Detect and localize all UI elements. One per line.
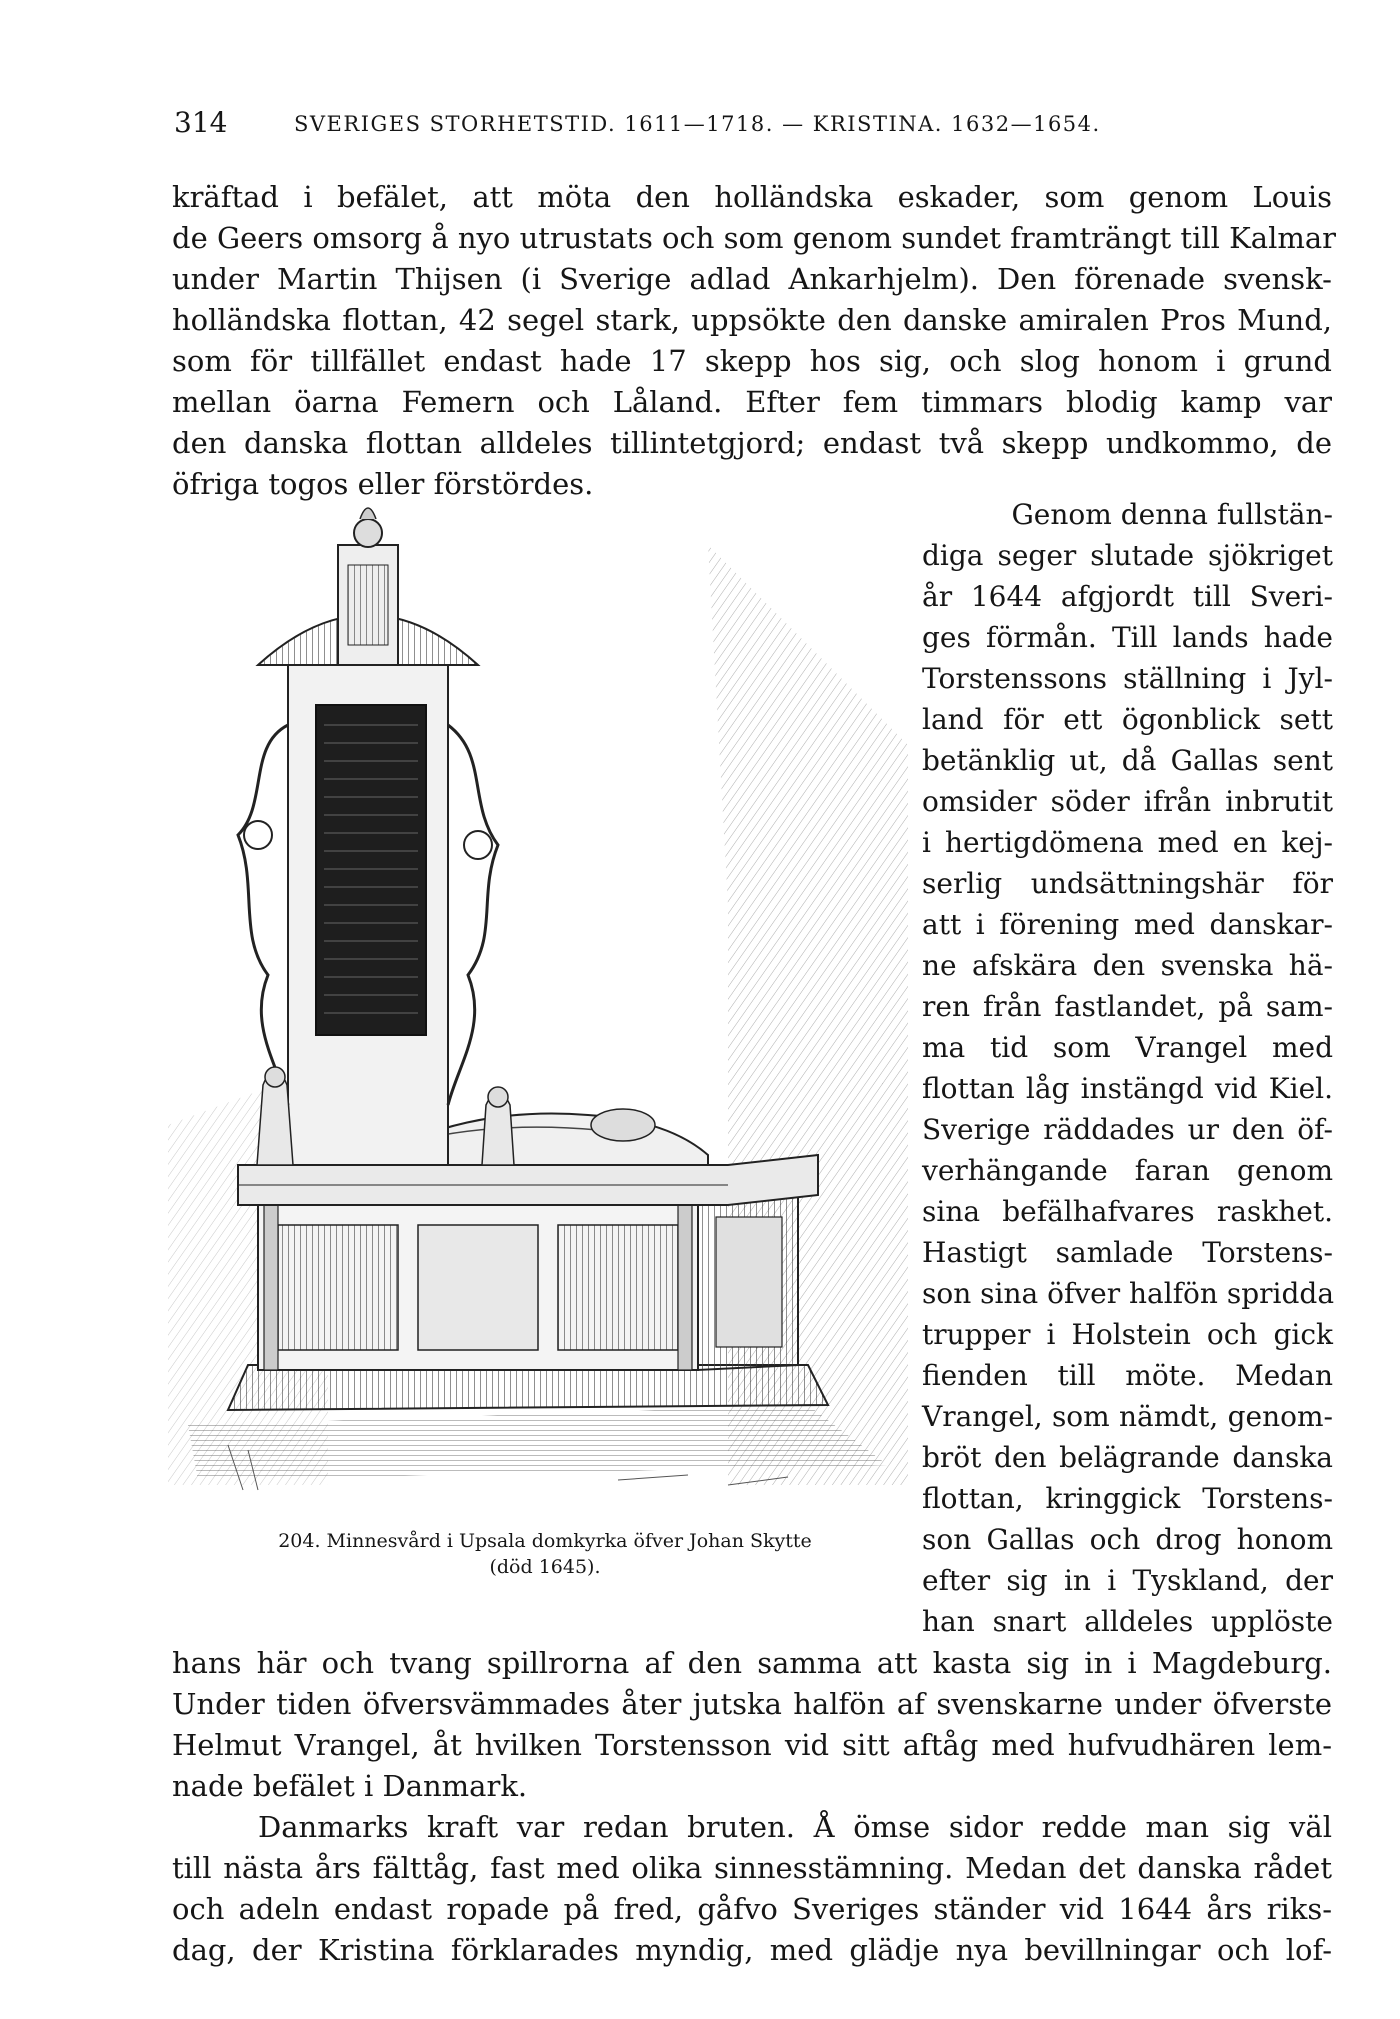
text-line: son sina öfver halfön spridda: [922, 1277, 1335, 1310]
text-line: holländska flottan, 42 segel stark, uppsökte den danske amiralen Pros Mund,: [172, 303, 1332, 337]
text-line: bröt den belägrande danska: [922, 1441, 1333, 1474]
text-line: Vrangel, som nämdt, genom-: [922, 1400, 1333, 1433]
text-line: Danmarks kraft var redan bruten. Å ömse sidor redde man sig väl: [258, 1810, 1332, 1844]
page-number: 314: [174, 106, 228, 139]
text-line: land för ett ögonblick sett: [922, 703, 1333, 736]
memorial-illustration: [168, 505, 908, 1510]
text-line: betänklig ut, då Gallas sent: [922, 744, 1333, 777]
engraving-figure: [168, 505, 908, 1510]
text-line: efter sig in i Tyskland, der: [922, 1564, 1333, 1597]
text-line: ren från fastlandet, på sam-: [922, 990, 1333, 1023]
text-line: serlig undsättningshär för: [922, 867, 1333, 900]
text-line: omsider söder ifrån inbrutit: [922, 785, 1333, 818]
text-line: son Gallas och drog honom: [922, 1523, 1333, 1556]
text-line: diga seger slutade sjökriget: [922, 539, 1333, 572]
text-line: trupper i Holstein och gick: [922, 1318, 1333, 1351]
text-line: år 1644 afgjordt till Sveri-: [922, 580, 1333, 613]
text-line: och adeln endast ropade på fred, gåfvo Sveriges ständer vid 1644 års riks-: [172, 1892, 1332, 1926]
text-line: Genom denna fullstän-: [1011, 498, 1333, 531]
text-line: flottan, kringgick Torstens-: [922, 1482, 1333, 1515]
text-line: Helmut Vrangel, åt hvilken Torstensson vid sitt aftåg med hufvudhären lem-: [172, 1728, 1332, 1762]
text-line: ges förmån. Till lands hade: [922, 621, 1333, 654]
text-line: nade befälet i Danmark.: [172, 1769, 528, 1803]
text-line: Under tiden öfversvämmades åter jutska halfön af svenskarne under öfverste: [172, 1687, 1332, 1721]
running-title: SVERIGES STORHETSTID. 1611—1718. — KRISTINA. 1632—1654.: [294, 112, 1101, 136]
text-line: Torstenssons ställning i Jyl-: [922, 662, 1333, 695]
text-line: öfriga togos eller förstördes.: [172, 467, 594, 501]
text-line: under Martin Thijsen (i Sverige adlad Ankarhjelm). Den förenade svensk-: [172, 262, 1332, 296]
text-line: kräftad i befälet, att möta den holländska eskader, som genom Louis: [172, 180, 1332, 214]
text-line: fienden till möte. Medan: [922, 1359, 1333, 1392]
text-line: som för tillfället endast hade 17 skepp hos sig, och slog honom i grund: [172, 344, 1332, 378]
caption-line: (död 1645).: [489, 1556, 601, 1578]
text-line: flottan låg instängd vid Kiel.: [922, 1072, 1333, 1105]
text-line: den danska flottan alldeles tillintetgjord; endast två skepp undkommo, de: [172, 426, 1332, 460]
text-line: ne afskära den svenska hä-: [922, 949, 1333, 982]
text-line: de Geers omsorg å nyo utrustats och som genom sundet framträngt till Kalmar: [172, 221, 1336, 255]
text-line: verhängande faran genom: [922, 1154, 1333, 1187]
running-header: [174, 104, 1234, 144]
text-line: Hastigt samlade Torstens-: [922, 1236, 1333, 1269]
text-line: att i förening med danskar-: [922, 908, 1333, 941]
text-line: ma tid som Vrangel med: [922, 1031, 1333, 1064]
text-line: sina befälhafvares raskhet.: [922, 1195, 1333, 1228]
text-line: dag, der Kristina förklarades myndig, med glädje nya bevillningar och lof-: [172, 1933, 1332, 1967]
figure-caption: [200, 1528, 890, 1580]
text-line: mellan öarna Femern och Låland. Efter fem timmars blodig kamp var: [172, 385, 1332, 419]
text-line: Sverige räddades ur den öf-: [922, 1113, 1333, 1146]
caption-line: 204. Minnesvård i Upsala domkyrka öfver Johan Skytte: [278, 1530, 812, 1552]
text-line: till nästa års fälttåg, fast med olika sinnesstämning. Medan det danska rådet: [172, 1851, 1332, 1885]
text-line: i hertigdömena med en kej-: [922, 826, 1333, 859]
text-line: hans här och tvang spillrorna af den samma att kasta sig in i Magdeburg.: [172, 1646, 1332, 1680]
text-line: han snart alldeles upplöste: [922, 1605, 1333, 1638]
